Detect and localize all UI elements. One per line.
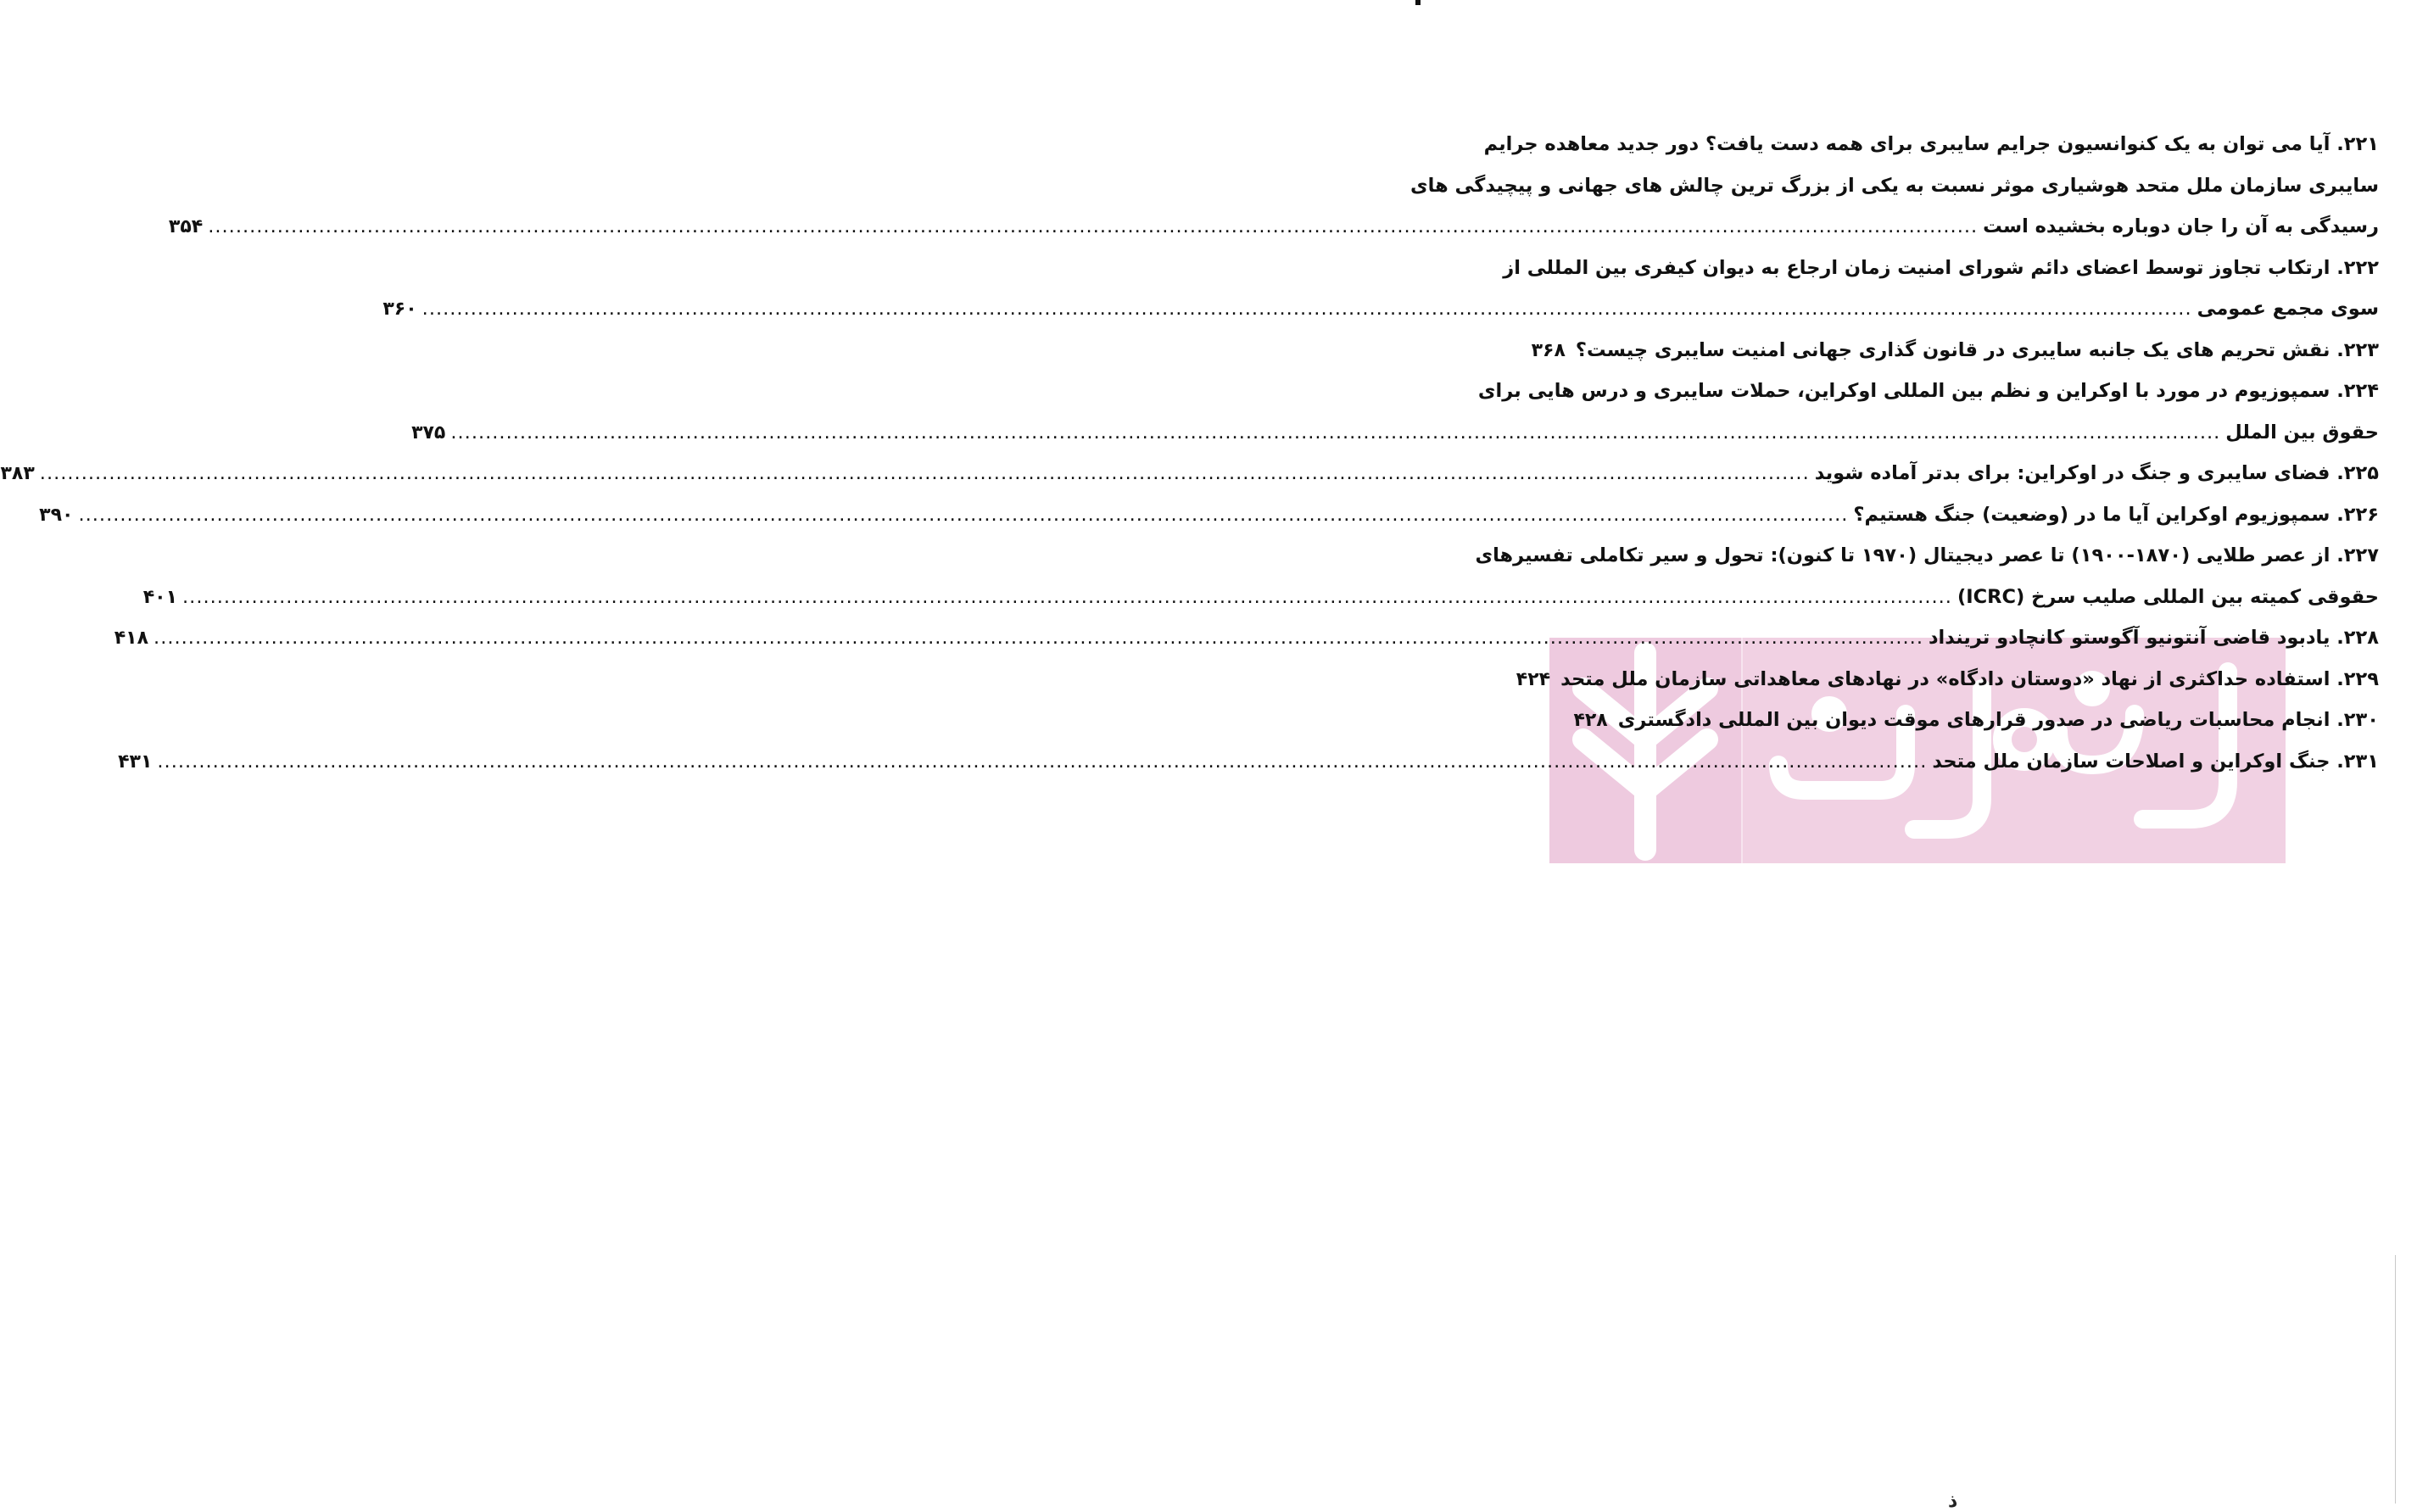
toc-page-number: ۴۰۱: [142, 586, 178, 608]
scan-edge-line: [2395, 1255, 2396, 1504]
toc-entry-text-line: ۲۲۷. از عصر طلایی (۱۸۷۰-۱۹۰۰) تا عصر دیجیتال (۱۹۷۰ تا کنون): تحول و سیر تکاملی تفسیرهای: [1475, 544, 2379, 566]
toc-entry-final-line: [1516, 659, 2379, 700]
toc-entry-text-line: حقوق بین الملل: [2225, 421, 2379, 444]
toc-entry-final-line: [142, 577, 2379, 618]
dot-leader: [450, 412, 2220, 454]
dot-leader: [208, 206, 1978, 248]
toc-entry-text-line: حقوقی کمیته بین المللی صلیب سرخ (ICRC): [1956, 585, 2379, 608]
toc-entry-227[interactable]: [142, 535, 2379, 617]
dot-leader: [182, 577, 1952, 618]
dot-leader: [154, 617, 1923, 659]
toc-entry-final-line: [168, 206, 2379, 248]
toc-page-number: ۳۸۳: [0, 463, 35, 484]
toc-entry-230[interactable]: [1573, 700, 2379, 741]
toc-entry-text-line: ۲۲۳. نقش تحریم های یک جانبه سایبری در قانون گذاری جهانی امنیت سایبری چیست؟: [1575, 338, 2379, 361]
toc-entry-text-line: ۲۳۰. انجام محاسبات ریاضی در صدور قرارهای موقت دیوان بین المللی دادگستری: [1617, 709, 2379, 731]
toc-entry-text-line: ۲۳۱. جنگ اوکراین و اصلاحات سازمان ملل متحد: [1932, 750, 2379, 773]
toc-entry-final-line: [1573, 700, 2379, 741]
toc-page-number: ۳۶۸: [1531, 339, 1566, 361]
toc-entry-224[interactable]: [411, 371, 2379, 453]
dot-leader: [40, 453, 1810, 494]
table-of-contents: [0, 124, 2379, 782]
toc-page-number: ۳۹۰: [39, 504, 74, 526]
dot-leader: [422, 288, 2192, 330]
toc-entry-text-line: ۲۲۱. آیا می توان به یک کنوانسیون جرایم سایبری برای همه دست یافت؟ دور جدید معاهده جرایم: [1483, 133, 2379, 155]
toc-entry-text-line: سوی مجمع عمومی: [2197, 298, 2379, 320]
toc-entry-text-line: ۲۲۶. سمپوزیوم اوکراین آیا ما در (وضعیت) جنگ هستیم؟: [1853, 503, 2379, 526]
toc-entry-231[interactable]: [118, 741, 2379, 783]
toc-entry-229[interactable]: [1516, 659, 2379, 700]
toc-page-number: ۴۲۸: [1573, 710, 1608, 731]
toc-entry-226[interactable]: [39, 494, 2379, 536]
toc-page-number: ۴۱۸: [114, 628, 149, 649]
toc-page-number: ۳۶۰: [382, 298, 417, 320]
toc-entry-final-line: [118, 741, 2379, 783]
toc-entry-final-line: [114, 617, 2379, 659]
toc-entry-final-line: [0, 453, 2379, 494]
toc-entry-final-line: [382, 288, 2379, 330]
toc-entry-223[interactable]: [1531, 330, 2379, 371]
toc-entry-text-line: ۲۲۵. فضای سایبری و جنگ در اوکراین: برای بدتر آماده شوید: [1814, 462, 2379, 484]
toc-entry-text-line: ۲۲۹. استفاده حداکثری از نهاد «دوستان دادگاه» در نهادهای معاهداتی سازمان ملل متحد: [1560, 667, 2379, 690]
toc-entry-text-line: ۲۲۲. ارتکاب تجاوز توسط اعضای دائم شورای امنیت زمان ارجاع به دیوان کیفری بین المللی از: [1503, 256, 2379, 279]
toc-entry-final-line: [39, 494, 2379, 536]
dot-leader: [157, 741, 1927, 783]
page-footer-mark: ذ: [1948, 1491, 1958, 1512]
scan-corner-mark: [1415, 0, 1421, 5]
toc-entry-228[interactable]: [114, 617, 2379, 659]
toc-page-number: ۳۷۵: [411, 421, 446, 444]
toc-entry-text-line: ۲۲۴. سمپوزیوم در مورد با اوکراین و نظم بین المللی اوکراین، حملات سایبری و درس هایی برای: [1477, 380, 2379, 402]
toc-entry-text-line: سایبری سازمان ملل متحد هوشیاری موثر نسبت به یکی از بزرگ ترین چالش های جهانی و پیچیدگی های: [1410, 174, 2379, 197]
toc-entry-222[interactable]: [382, 248, 2379, 330]
toc-entry-text-line: رسیدگی به آن را جان دوباره بخشیده است: [1983, 215, 2379, 237]
toc-page-number: ۳۵۴: [168, 216, 204, 237]
toc-entry-225[interactable]: [0, 453, 2379, 494]
dot-leader: [78, 494, 1848, 536]
toc-entry-text-line: ۲۲۸. یادبود قاضی آنتونیو آگوستو کانچادو ترینداد: [1928, 627, 2379, 649]
toc-page-number: ۴۳۱: [118, 750, 153, 773]
toc-entry-final-line: [411, 412, 2379, 454]
toc-entry-final-line: [1531, 330, 2379, 371]
toc-entry-221[interactable]: [168, 124, 2379, 248]
toc-page-number: ۴۲۴: [1516, 668, 1551, 690]
